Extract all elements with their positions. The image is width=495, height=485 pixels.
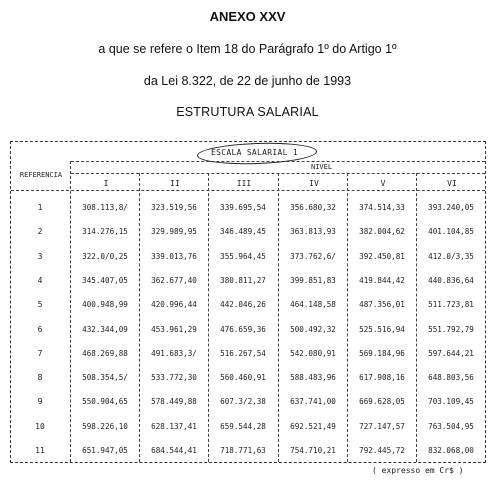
salary-cell: 392.450,81	[359, 252, 405, 261]
salary-cell: 314.276,15	[82, 227, 128, 236]
reference-number: 1	[37, 203, 43, 212]
salary-cell: 468.269,88	[82, 349, 128, 358]
annex-title: ANEXO XXV	[209, 9, 286, 24]
reference-number: 5	[37, 300, 43, 309]
salary-cell: 763.504,95	[428, 422, 474, 431]
salary-cell: 578.449,88	[151, 397, 197, 406]
salary-cell: 551.792,79	[428, 325, 474, 334]
salary-cell: 500.492,32	[290, 325, 336, 334]
salary-cell: 598.226,10	[82, 422, 128, 431]
salary-cell: 355.964,45	[220, 252, 266, 261]
salary-cell: 399.851,83	[290, 276, 336, 285]
salary-cell: 516.267,54	[220, 349, 266, 358]
salary-cell: 607.3/2,38	[220, 397, 266, 406]
salary-cell: 648.803,56	[428, 373, 474, 382]
salary-cell: 382.004,62	[359, 227, 405, 236]
header-rule	[11, 190, 485, 191]
reference-number: 3	[37, 252, 43, 261]
reference-number: 4	[37, 276, 43, 285]
salary-cell: 323.519,56	[151, 203, 197, 212]
salary-cell: 588.483,96	[290, 373, 336, 382]
salary-cell: 628.137,41	[151, 422, 197, 431]
salary-cell: 339.695,54	[220, 203, 266, 212]
salary-cell: 393.240,05	[428, 203, 474, 212]
salary-cell: 637.741,00	[290, 397, 336, 406]
reference-number: 10	[35, 422, 45, 431]
salary-cell: 373.762,6/	[290, 252, 336, 261]
salary-cell: 718.771,63	[220, 446, 266, 455]
column-header-ii: II	[170, 179, 180, 188]
salary-cell: 525.516,94	[359, 325, 405, 334]
salary-cell: 442.046,26	[220, 300, 266, 309]
salary-cell: 508.354,5/	[82, 373, 128, 382]
salary-cell: 669.628,05	[359, 397, 405, 406]
salary-cell: 356.680,32	[290, 203, 336, 212]
reference-number: 9	[37, 397, 43, 406]
salary-cell: 363.813,93	[290, 227, 336, 236]
reference-number: 6	[37, 325, 43, 334]
salary-cell: 659.544,28	[220, 422, 266, 431]
salary-cell: 362.677,40	[151, 276, 197, 285]
referencia-header: REFERENCIA	[19, 171, 63, 179]
reference-number: 11	[35, 446, 45, 455]
column-header-iv: IV	[309, 179, 319, 188]
currency-note: ( expresso em Cr$ )	[372, 466, 464, 475]
salary-cell: 550.904,65	[82, 397, 128, 406]
reference-number: 8	[37, 373, 43, 382]
salary-cell: 476.659,36	[220, 325, 266, 334]
column-header-iii: III	[236, 179, 252, 188]
column-rule	[347, 173, 348, 462]
salary-cell: 420.996,44	[151, 300, 197, 309]
salary-cell: 440.836,64	[428, 276, 474, 285]
salary-cell: 560.460,91	[220, 373, 266, 382]
salary-cell: 329.989,95	[151, 227, 197, 236]
salary-cell: 754.710,21	[290, 446, 336, 455]
salary-cell: 400.948,99	[82, 300, 128, 309]
nivel-label: NIVEL	[311, 163, 333, 171]
salary-table	[10, 141, 486, 463]
structure-title: ESTRUTURA SALARIAL	[176, 105, 319, 119]
salary-cell: 792.445,72	[359, 446, 405, 455]
salary-cell: 832.068,00	[428, 446, 474, 455]
salary-cell: 617.908,16	[359, 373, 405, 382]
reference-number: 7	[37, 349, 43, 358]
salary-cell: 308.113,8/	[82, 203, 128, 212]
salary-cell: 322.0/0,25	[82, 252, 128, 261]
salary-cell: 727.147,57	[359, 422, 405, 431]
salary-cell: 511.723,81	[428, 300, 474, 309]
law-line: da Lei 8.322, de 22 de junho de 1993	[143, 74, 352, 88]
salary-cell: 703.109,45	[428, 397, 474, 406]
salary-cell: 651.947,05	[82, 446, 128, 455]
column-rule	[208, 173, 209, 462]
column-rule	[278, 173, 279, 462]
salary-cell: 453.961,29	[151, 325, 197, 334]
salary-cell: 684.544,41	[151, 446, 197, 455]
reference-line: a que se refere o Item 18 do Parágrafo 1º do Artigo 1º	[98, 42, 397, 56]
salary-cell: 491.683,3/	[151, 349, 197, 358]
salary-cell: 569.184,96	[359, 349, 405, 358]
salary-cell: 380.811,27	[220, 276, 266, 285]
escala-label: ESCALA SALARIAL 1	[211, 148, 298, 157]
salary-cell: 346.489,45	[220, 227, 266, 236]
salary-cell: 432.344,09	[82, 325, 128, 334]
salary-cell: 339.013,76	[151, 252, 197, 261]
column-header-vi: VI	[447, 179, 457, 188]
salary-cell: 533.772,30	[151, 373, 197, 382]
column-rule	[416, 173, 417, 462]
salary-cell: 597.644,21	[428, 349, 474, 358]
column-header-v: V	[380, 179, 386, 188]
salary-cell: 401.104,85	[428, 227, 474, 236]
salary-cell: 345.407,05	[82, 276, 128, 285]
salary-cell: 692.521,49	[290, 422, 336, 431]
reference-number: 2	[37, 227, 43, 236]
salary-cell: 464.148,58	[290, 300, 336, 309]
salary-cell: 487.356,01	[359, 300, 405, 309]
salary-cell: 412.0/3,35	[428, 252, 474, 261]
salary-cell: 419.844,42	[359, 276, 405, 285]
salary-cell: 542.080,91	[290, 349, 336, 358]
column-header-i: I	[103, 179, 109, 188]
column-rule	[139, 173, 140, 462]
salary-cell: 374.514,33	[359, 203, 405, 212]
